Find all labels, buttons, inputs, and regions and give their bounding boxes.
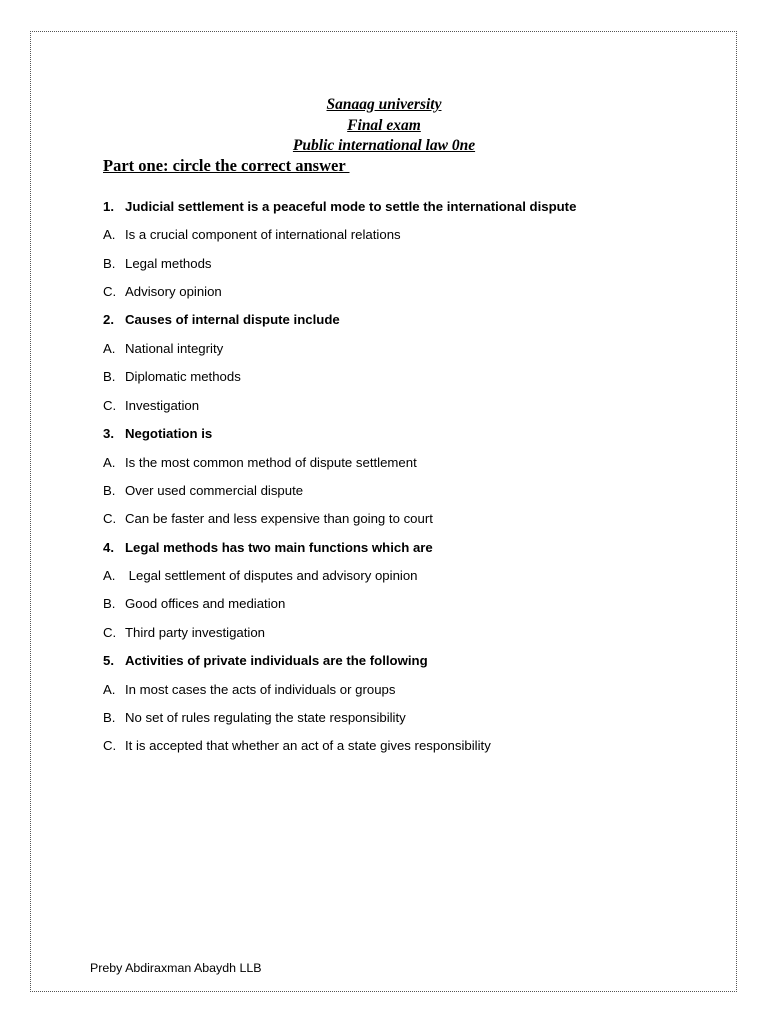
option-text: Legal settlement of disputes and advisory opinion	[125, 568, 418, 583]
option-letter: A.	[103, 455, 116, 470]
question-2-option-a[interactable]	[103, 341, 223, 356]
option-letter: B.	[103, 256, 116, 271]
question-4-option-a[interactable]	[103, 568, 418, 583]
option-letter: B.	[103, 483, 116, 498]
option-text: Is a crucial component of international relations	[125, 227, 401, 242]
question-number: 1.	[103, 199, 114, 214]
option-text: Advisory opinion	[125, 284, 222, 299]
question-number: 5.	[103, 653, 114, 668]
option-letter: A.	[103, 227, 116, 242]
option-letter: B.	[103, 710, 116, 725]
option-text: No set of rules regulating the state responsibility	[125, 710, 406, 725]
question-5-option-a[interactable]	[103, 682, 395, 697]
option-text: Diplomatic methods	[125, 369, 241, 384]
question-4-option-b[interactable]	[103, 596, 285, 611]
question-4-option-c[interactable]	[103, 625, 265, 640]
footer-author: Preby Abdiraxman Abaydh LLB	[90, 961, 262, 975]
option-text: Can be faster and less expensive than going to court	[125, 511, 433, 526]
question-text: Negotiation is	[125, 426, 213, 441]
question-1-option-c[interactable]	[103, 284, 222, 299]
question-text: Legal methods has two main functions which are	[125, 540, 433, 555]
option-letter: A.	[103, 341, 116, 356]
option-text: Investigation	[125, 398, 200, 413]
option-text: Is the most common method of dispute settlement	[125, 455, 417, 470]
question-2-option-b[interactable]	[103, 369, 241, 384]
option-letter: A.	[103, 568, 116, 583]
option-text: In most cases the acts of individuals or groups	[125, 682, 396, 697]
option-letter: A.	[103, 682, 116, 697]
part-one-heading: Part one: circle the correct answer	[103, 156, 350, 175]
question-3-option-b[interactable]	[103, 483, 303, 498]
question-4	[103, 540, 433, 555]
question-text: Judicial settlement is a peaceful mode to settle the international dispute	[125, 199, 577, 214]
option-letter: C.	[103, 398, 117, 413]
question-5	[103, 653, 428, 668]
exam-title-block	[0, 95, 768, 157]
question-text: Activities of private individuals are the following	[125, 653, 428, 668]
option-letter: B.	[103, 369, 116, 384]
option-text: Third party investigation	[125, 625, 266, 640]
course-name: Public international law 0ne	[292, 137, 476, 154]
option-letter: C.	[103, 284, 117, 299]
question-5-option-c[interactable]	[103, 738, 491, 753]
question-2-option-c[interactable]	[103, 398, 199, 413]
question-3-option-c[interactable]	[103, 511, 433, 526]
option-letter: C.	[103, 511, 117, 526]
question-number: 4.	[103, 540, 114, 555]
option-text: Good offices and mediation	[125, 596, 286, 611]
question-3	[103, 426, 212, 441]
option-text: National integrity	[125, 341, 224, 356]
option-letter: B.	[103, 596, 116, 611]
option-text: Over used commercial dispute	[125, 483, 304, 498]
exam-name: Final exam	[347, 116, 421, 134]
question-text: Causes of internal dispute include	[125, 312, 340, 327]
option-letter: C.	[103, 738, 117, 753]
option-letter: C.	[103, 625, 117, 640]
option-text: Legal methods	[125, 256, 212, 271]
question-number: 2.	[103, 312, 114, 327]
university-name: Sanaag university	[326, 96, 442, 113]
question-1-option-b[interactable]	[103, 256, 212, 271]
question-1	[103, 199, 576, 214]
question-number: 3.	[103, 426, 114, 441]
option-text: It is accepted that whether an act of a state gives responsibility	[125, 738, 491, 753]
question-1-option-a[interactable]	[103, 227, 401, 242]
question-2	[103, 312, 340, 327]
question-3-option-a[interactable]	[103, 455, 417, 470]
question-5-option-b[interactable]	[103, 710, 406, 725]
